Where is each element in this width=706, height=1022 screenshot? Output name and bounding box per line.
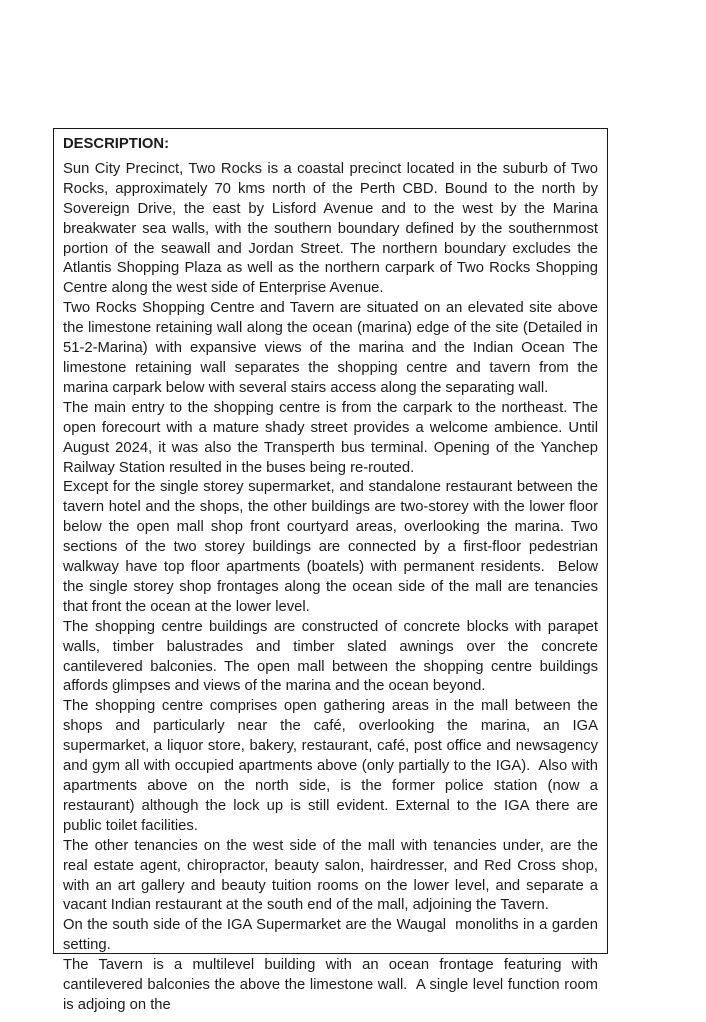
description-paragraph: The main entry to the shopping centre is from the carpark to the northeast. The open forecourt with a mature shady street provides a welcome ambience. Until August 2024, it was also the Transperth bus terminal. Opening of the Yanchep Railway Station resulted in the buses being re-routed. bbox=[63, 399, 603, 476]
description-paragraph: Sun City Precinct, Two Rocks is a coastal precinct located in the suburb of Two Rocks, approximately 70 kms north of the Perth CBD. Bound to the north by Sovereign Drive, the east by Lisford Avenue and to the west by the Marina breakwater sea walls, with the southern boundary defined by the southernmost portion of the seawall and Jordan Street. The northern boundary excludes the Atlantis Shopping Plaza as well as the northern carpark of Two Rocks Shopping Centre along the west side of Enterprise Avenue. bbox=[63, 160, 603, 297]
description-paragraph: Except for the single storey supermarket, and standalone restaurant between the tavern hotel and the shops, the other buildings are two-storey with the lower floor below the open mall shop front courtyard areas, overlooking the marina. Two sections of the two storey buildings are connected by a first-floor pedestrian walkway have top floor apartments (boatels) with permanent residents. Below the single storey shop frontages along the ocean side of the mall are tenancies that front the ocean at the lower level. bbox=[63, 479, 603, 615]
description-paragraph: The shopping centre buildings are constructed of concrete blocks with parapet walls, timber balustrades and timber slated awnings over the concrete cantilevered balconies. The open mall between the shopping centre buildings affords glimpses and views of the marina and the ocean beyond. bbox=[63, 618, 603, 695]
description-box bbox=[53, 128, 608, 1013]
description-paragraph: The shopping centre comprises open gathering areas in the mall between the shops and particularly near the café, overlooking the marina, an IGA supermarket, a liquor store, bakery, restaurant, café, post office and newsagency and gym all with occupied apartments above (only partially to the IGA). Also with apartments above on the north side, is the former police station (now a restaurant) although the lock up is still evident. External to the IGA there are public toilet facilities. bbox=[63, 698, 603, 834]
description-paragraphs bbox=[63, 160, 603, 1016]
description-heading: DESCRIPTION: bbox=[63, 136, 170, 152]
description-paragraph: Two Rocks Shopping Centre and Tavern are situated on an elevated site above the limestone retaining wall along the ocean (marina) edge of the site (Detailed in 51-2-Marina) with expansive views of the marina and the Indian Ocean The limestone retaining wall separates the shopping centre and tavern from the marina carpark below with several stairs access along the separating wall. bbox=[63, 300, 603, 396]
description-paragraph: The Tavern is a multilevel building with an ocean frontage featuring with cantilevered balconies the above the limestone wall. A single level function room is adjoing on the bbox=[63, 957, 603, 1013]
description-paragraph: On the south side of the IGA Supermarket are the Waugal monoliths in a garden setting. bbox=[63, 917, 603, 954]
description-paragraph: The other tenancies on the west side of the mall with tenancies under, are the real estate agent, chiropractor, beauty salon, hairdresser, and Red Cross shop, with an art gallery and beauty tuition rooms on the lower level, and separate a vacant Indian restaurant at the south end of the mall, adjoining the Tavern. bbox=[63, 837, 603, 914]
